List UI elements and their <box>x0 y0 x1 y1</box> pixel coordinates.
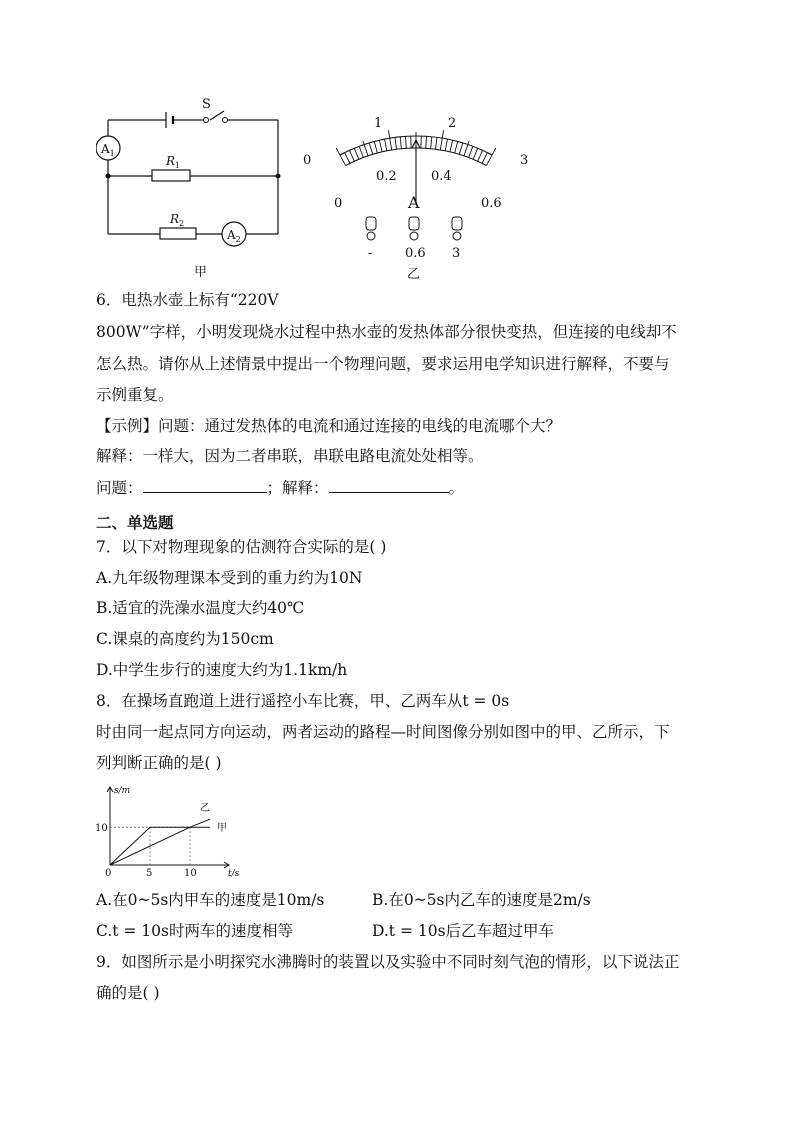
q6-question-prompt: 问题： <box>96 479 143 497</box>
dial-tick <box>379 140 382 152</box>
chart-xlabel: t/s <box>228 869 240 879</box>
q8-option-d[interactable]: D.t = 10s后乙车超过甲车 <box>372 922 555 940</box>
dial-tick <box>369 143 372 154</box>
dial-unit: A <box>408 193 420 212</box>
chart-xtick-10: 10 <box>184 868 197 879</box>
svg-text:A2 <box>226 228 241 244</box>
circuit-diagram <box>96 92 296 282</box>
dial-bottom-1: 0.2 <box>376 169 397 184</box>
r1-sub: 1 <box>175 161 181 170</box>
dial-tick <box>388 130 391 150</box>
q8-option-b[interactable]: B.在0~5s内乙车的速度是2m/s <box>372 891 591 909</box>
series-label-yi: 乙 <box>200 803 210 814</box>
dial-tick <box>450 140 453 152</box>
q8-line-3: 列判断正确的是( ) <box>96 754 222 772</box>
svg-text:R1 <box>165 154 180 170</box>
dial-tick <box>473 148 478 159</box>
dial-tick <box>405 136 406 148</box>
svg-text:R2 <box>169 212 184 228</box>
ammeter1-label: A <box>101 142 110 156</box>
dial-bottom-0: 0 <box>334 196 343 211</box>
dial-top-0: 0 <box>303 153 312 168</box>
dial-tick <box>435 137 437 149</box>
q9-line-1: 9．如图所示是小明探究水沸腾时的装置以及实验中不同时刻气泡的情形，以下说法正 <box>96 953 680 971</box>
q6-line-2: 800W”字样，小明发现烧水过程中热水壶的发热体部分很快变热，但连接的电线却不 <box>96 323 677 341</box>
q6-explain-prompt: ；解释： <box>266 479 329 497</box>
st-graph <box>94 784 254 884</box>
terminal-0-6: 0.6 <box>405 246 426 261</box>
chart-ylabel: s/m <box>114 786 131 796</box>
q8-line-2: 时由同一起点同方向运动，两者运动的路程—时间图像分别如图中的甲、乙所示，下 <box>96 723 670 741</box>
q6-line-4: 示例重复。 <box>96 386 174 404</box>
q6-question-blank[interactable] <box>143 478 267 493</box>
q9-line-2: 确的是( ) <box>96 984 160 1002</box>
dial-tick <box>445 139 447 151</box>
dial-top-2: 2 <box>448 116 457 131</box>
dial-tick <box>359 146 363 157</box>
switch-label: S <box>202 97 211 112</box>
q7-option-b[interactable]: B.适宜的洗澡水温度大约40℃ <box>96 599 305 617</box>
chart-xtick-0: 0 <box>105 868 112 879</box>
circuit-caption: 甲 <box>194 265 208 280</box>
q6-line-1: 6．电热水壶上标有“220V <box>96 291 279 309</box>
q6-end-mark: 。 <box>448 479 465 497</box>
ammeter1-sub: 1 <box>109 149 115 158</box>
dial-tick <box>455 141 458 153</box>
meter-caption: 乙 <box>407 267 421 282</box>
dial-tick <box>336 148 345 166</box>
section-title: 二、单选题 <box>96 514 174 532</box>
dial-tick <box>440 130 443 150</box>
r2-label: R <box>170 212 180 226</box>
q7-option-c[interactable]: C.课桌的高度约为150cm <box>96 630 274 648</box>
dial-bottom-2: 0.4 <box>431 169 452 184</box>
q7-option-a[interactable]: A.九年级物理课本受到的重力约为10N <box>96 569 363 587</box>
dial-tick <box>385 139 387 151</box>
dial-tick <box>431 137 432 149</box>
chart-xtick-5: 5 <box>146 868 153 879</box>
dial-tick <box>374 141 377 153</box>
ammeter2-label: A <box>227 228 236 242</box>
dial-tick <box>486 148 495 166</box>
q7-option-d[interactable]: D.中学生步行的速度大约为1.1km/h <box>96 661 348 679</box>
dial-tick <box>349 150 354 161</box>
dial-tick <box>478 150 483 161</box>
ammeter-dial <box>296 110 546 282</box>
dial-top-3: 3 <box>520 153 529 168</box>
q6-line-3: 怎么热。请你从上述情景中提出一个物理问题，要求运用电学知识进行解释，不要与 <box>96 355 670 373</box>
q8-option-c[interactable]: C.t = 10s时两车的速度相等 <box>96 922 293 940</box>
q8-option-a[interactable]: A.在0~5s内甲车的速度是10m/s <box>96 891 325 909</box>
q8-line-1: 8．在操场直跑道上进行遥控小车比赛，甲、乙两车从t = 0s <box>96 692 510 710</box>
ammeter2-sub: 2 <box>235 235 241 244</box>
q7-stem: 7．以下对物理现象的估测符合实际的是( ) <box>96 538 387 556</box>
dial-tick <box>482 153 487 164</box>
q6-answer-line <box>96 478 464 498</box>
terminal-negative: - <box>368 246 373 261</box>
dial-tick <box>345 153 350 164</box>
q6-explain-blank[interactable] <box>329 478 449 493</box>
dial-tick <box>354 148 359 159</box>
dial-bottom-3: 0.6 <box>481 196 502 211</box>
r2-sub: 2 <box>179 219 185 228</box>
terminal-3: 3 <box>452 246 461 261</box>
dial-tick <box>469 146 473 157</box>
q6-explanation: 解释：一样大，因为二者串联，串联电路电流处处相等。 <box>96 447 484 465</box>
dial-tick <box>400 137 401 149</box>
r1-label: R <box>166 154 176 168</box>
svg-text:A1 <box>100 142 115 158</box>
series-label-jia: 甲 <box>217 823 227 834</box>
dial-tick <box>395 137 397 149</box>
chart-ytick-10: 10 <box>95 823 108 834</box>
dial-tick <box>426 136 427 148</box>
dial-tick <box>459 143 462 154</box>
chart-series-yi-extension <box>190 819 210 827</box>
dial-top-1: 1 <box>374 116 383 131</box>
q6-example: 【示例】问题：通过发热体的电流和通过连接的电线的电流哪个大？ <box>96 417 562 435</box>
